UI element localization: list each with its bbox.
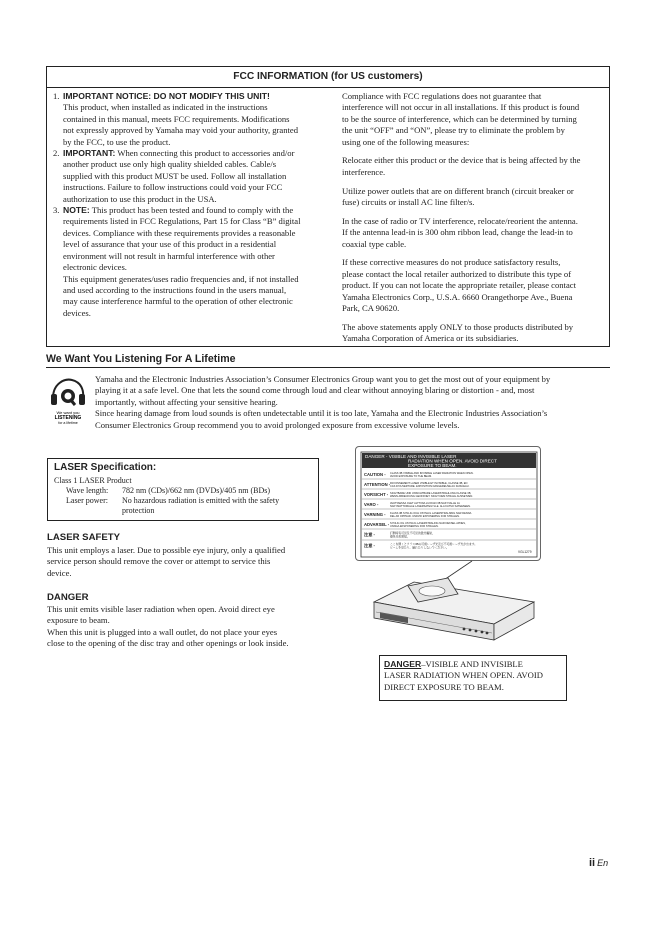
warning-row-text: SICHTBARE UND UNSICHTBARE LASERSTRAHLUNG KLASSE 3B, [390, 492, 472, 495]
fcc-title: FCC INFORMATION (for US customers) [47, 67, 609, 88]
warning-row-text: DEL AR OPPNAD. UNDVIK EXPONERING FOR STRALEN. [390, 515, 460, 518]
warning-row-text: AVATTAESSA OLET ALTTIINA LUOKAN 3B NAKYVALLE JA [390, 502, 460, 505]
warning-row-text: 避免光束照射。 [390, 534, 410, 539]
fcc-right-column [342, 91, 602, 352]
front-button-icon [463, 628, 466, 631]
warning-row-word: 注意 - [364, 532, 375, 537]
logo-text-line: LISTENING [54, 415, 82, 421]
laser-power: Laser power: No hazardous radiation is emitted with the safety protection [66, 496, 280, 515]
laser-specification-box [47, 458, 319, 521]
warning-header-line: DANGER - VISIBLE AND INVISIBLE LASER [365, 454, 457, 459]
fcc-item-1: 1. IMPORTANT NOTICE: DO NOT MODIFY THIS UNIT! This product, when installed as indicated in the instructions contained in this manual, meets FCC requirements. Modifications not expressly approved by Yamaha may void your authority, granted by the FCC, to use the product. [53, 91, 327, 148]
warning-row-text: ビームを見たり、触れたりしないでください。 [390, 545, 449, 550]
warning-row-text: WENN ABDECKUNG GEOFFNET. NICHT DEM STRAHL AUSSETZEN. [390, 495, 474, 498]
fcc-paragraph: Utilize power outlets that are on different branch (circuit breaker or fuse) circuits or install AC line filter/s. [342, 185, 574, 208]
page-number: ii En [589, 857, 609, 869]
logo-text-line: We want you [56, 410, 80, 415]
front-button-icon [486, 632, 489, 635]
front-button-icon [469, 629, 472, 632]
laser-spec-title: LASER Specification: [54, 462, 157, 473]
fcc-item-3-lead: NOTE: [63, 205, 90, 216]
danger-caption-box: DANGER–VISIBLE AND INVISIBLE LASER RADIATION WHEN OPEN. AVOID DIRECT EXPOSURE TO BEAM. [379, 655, 567, 701]
laser-safety-heading: LASER SAFETY [47, 532, 121, 543]
warning-row-word: 注意 - [364, 543, 375, 548]
danger-heading: DANGER [47, 592, 89, 603]
danger-caption-word: DANGER [384, 659, 422, 669]
warning-row-text: ここを開くとクラス3Bの可視レーザ光及び不可視レーザ光が出ます。 [390, 542, 478, 546]
warning-row-text: AVOID EXPOSURE TO THE BEAM. [390, 475, 432, 478]
warning-row-text: UNNGA EKSPONERING FOR STRALEN. [390, 525, 439, 528]
warning-row-word: ATTENTION - [364, 482, 391, 487]
laser-safety-text: This unit employs a laser. Due to possible eye injury, only a qualified service person should remove the cover or attempt to service this device. [47, 545, 286, 578]
warning-header-line: EXPOSURE TO BEAM. [408, 463, 457, 468]
warning-row-text: CAS D'OUVERTURE. EXPOSITION DANGEREUSE AU FAISCEAU. [390, 485, 470, 488]
hearing-section-title: We Want You Listening For A Lifetime [46, 352, 610, 368]
logo-text-line: for a lifetime [58, 421, 78, 425]
laser-wave-length: Wave length: 782 nm (CDs)/662 nm (DVDs)/405 nm (BDs) [66, 486, 270, 495]
danger-text: This unit emits visible laser radiation when open. Avoid direct eye exposure to beam. When this unit is plugged into a wall outlet, do not place your eyes close to the opening of the disc tray and other openings or look inside. [47, 604, 289, 649]
fcc-item-1-lead: IMPORTANT NOTICE: DO NOT MODIFY THIS UNIT! [63, 91, 270, 101]
listening-for-a-lifetime-logo-icon [50, 376, 86, 426]
blu-ray-player-illustration [362, 560, 547, 655]
fcc-paragraph: Relocate either this product or the device that is being affected by the interference. [342, 155, 581, 177]
warning-row-word: VORSICHT - [364, 492, 389, 497]
front-button-icon [481, 631, 484, 634]
warning-row-text: 打開時有可見及不可見的激光輻射， [390, 531, 435, 535]
front-button-icon [475, 630, 478, 633]
warning-row-word: VARNING - [364, 512, 386, 517]
fcc-paragraph: The above statements apply ONLY to those products distributed by Yamaha Corporation of America or its subsidiaries. [342, 321, 574, 344]
warning-row-word: VARO - [364, 502, 379, 507]
warning-row-text: SYNLIG OG USYNLIG LASERSTRALING NAR DEKSEL APNES, [390, 522, 466, 525]
fcc-left-column [53, 91, 327, 319]
warning-row-text: RAYONNEMENT LASER VISIBLE ET INVISIBLE, CLASSE 3B, EN [390, 482, 468, 485]
warning-row-word: CAUTION - [364, 472, 386, 477]
fcc-information-box [46, 66, 610, 347]
fcc-item-2: 2. IMPORTANT: When connecting this product to accessories and/or another product use only high quality shielded cables. Cable/s supplied with this product MUST be used. Follow all installation instructions. Failure to follow instructions could void your FCC authorization to use this product in the USA. [53, 148, 295, 204]
warning-label-code: VGL1279 [518, 550, 532, 554]
fcc-paragraph: In the case of radio or TV interference, relocate/reorient the antenna. If the antenna lead-in is 300 ohm ribbon lead, change the lead-in to coaxial type cable. [342, 215, 578, 249]
laser-warning-label [355, 446, 541, 561]
fcc-item-2-lead: IMPORTANT: [63, 148, 116, 159]
warning-row-word: ADVARSEL - [364, 522, 390, 527]
fcc-paragraph: If these corrective measures do not produce satisfactory results, please contact the local retailer authorized to distribute this type of product. If you can not locate the appropriate retailer, please contact Yamaha Electronics Corp., U.S.A. 6660 Orangethorpe Ave., Buena Park, CA 90620. [342, 257, 576, 314]
warning-header-line: RADIATION WHEN OPEN. AVOID DIRECT [408, 458, 497, 464]
warning-row-text: CLASS 3B VISIBLE AND INVISIBLE LASER RADIATION WHEN OPEN. [390, 472, 474, 475]
disc-icon [419, 586, 445, 596]
fcc-paragraph: Compliance with FCC regulations does not guarantee that interference will not occur in all installations. If this product is found to be the source of interference, which can be determined by turning the unit “OFF” and “ON”, please try to eliminate the problem by using one of the following measures: [342, 91, 580, 147]
warning-row-text: NAKYMATTOMALLE LASERSATEILYLLE. ALA KATSO SATEESEEN. [390, 505, 471, 508]
fcc-item-3: 3. NOTE: This product has been tested and found to comply with the requirements listed in FCC Regulations, Part 15 for Class “B” digital devices. Compliance with these requirements provides a reasonable level of assurance that your use of this product in a residential environment will not result in harmful interference with other electronic devices. This equipment generates/uses radio frequencies and, if not installed and used according to the instructions found in the users manual, may cause interference harmful to the operation of other electronic devices. [53, 205, 301, 318]
hearing-text: Yamaha and the Electronic Industries Association’s Consumer Electronics Group want you to get the most out of your equipment by playing it at a safe level. One that lets the sound come through loud and clear without annoying blaring or distortion - and, most importantly, without affecting your sensitive hearing. Since hearing damage from loud sounds is often undetectable until it is too late, Yamaha and the Electronic Industries Association’s Consumer Electronics Group recommend you to avoid prolonged exposure from excessive volume levels. [95, 374, 551, 430]
warning-row-text: KLASS 3B SYNLIG OCH OSYNLIG LASERSTRALNING NAR DENNA [390, 512, 472, 515]
laser-class: Class 1 LASER Product [54, 476, 132, 485]
